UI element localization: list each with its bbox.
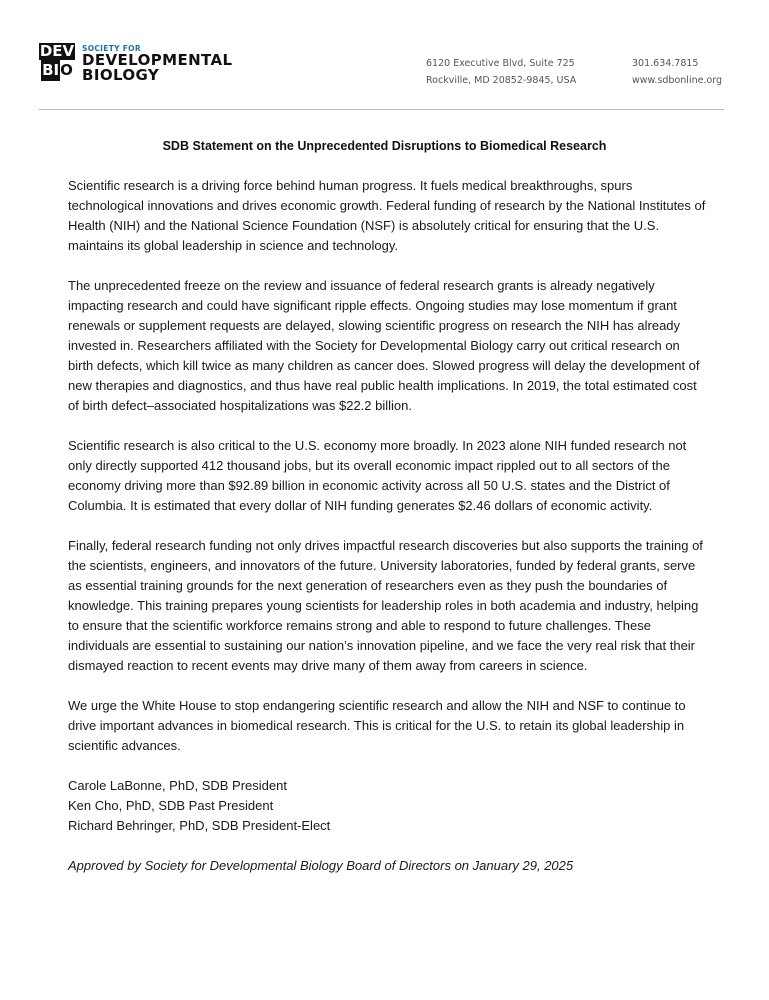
signatory-past-president: Ken Cho, PhD, SDB Past President [68,798,274,813]
org-website: www.sdbonline.org [632,75,723,86]
paragraph-4: Finally, federal research funding not only drives impactful research discoveries but also supports the training of the scientists, engineers, and innovators of the future. University laboratories, funded by federal grants, serve as essential training grounds for the next generation of researchers even as they push the boundaries of knowledge. This training prepares young scientists for leadership roles in both academia and industry, helping to ensure that the scientific workforce remains strong and able to respond to future challenges. These individuals are essential to sustaining our nation’s innovation pipeline, and we face the very real risk that their dismayed reaction to recent events may drive many of them away from careers in science. [68,538,703,673]
signatory-president-elect: Richard Behringer, PhD, SDB President-Elect [68,818,331,833]
statement-title: SDB Statement on the Unprecedented Disruptions to Biomedical Research [162,139,607,153]
paragraph-2: The unprecedented freeze on the review and issuance of federal research grants is already negatively impacting research and could have significant ripple effects. Ongoing studies may lose momentum if grant renewals or supplement requests are delayed, slowing scientific progress on research the NIH has already invested in. Researchers affiliated with the Society for Developmental Biology carry out critical research on birth defects, which kill twice as many children as cancer does. Slowed progress will delay the development of new therapies and diagnostics, and thus have real public health implications. In 2019, the total estimated cost of birth defect–associated hospitalizations was $22.2 billion. [68,278,700,413]
paragraph-5: We urge the White House to stop endangering scientific research and allow the NIH and NSF to continue to drive important advances in biomedical research. This is critical for the U.S. to retain its global leadership in scientific advances. [68,698,686,753]
paragraph-1: Scientific research is a driving force behind human progress. It fuels medical breakthroughs, spurs technological innovations and drives economic growth. Federal funding of research by the National Institutes of Health (NIH) and the National Science Foundation (NSF) is absolutely critical for ensuring that the U.S. maintains its global leadership in science and technology. [68,178,706,253]
logo-o-text: O [60,61,73,79]
logo-bio-text [39,60,75,81]
org-name-small: SOCIETY FOR [82,44,141,53]
org-name [82,44,232,83]
org-name-line2: BIOLOGY [82,66,160,84]
org-contact [632,55,722,89]
signatories [68,776,708,836]
org-phone: 301.634.7815 [632,58,699,69]
signatory-president: Carole LaBonne, PhD, SDB President [68,778,287,793]
paragraph-3: Scientific research is also critical to the U.S. economy more broadly. In 2023 alone NIH funded research not only directly supported 412 thousand jobs, but its overall economic impact rippled out to all sectors of the economy driving more than $92.89 billion in economic activity across all 50 U.S. states and the District of Columbia. It is estimated that every dollar of NIH funding generates $2.46 dollars of economic activity. [68,438,687,513]
approval-note: Approved by Society for Developmental Biology Board of Directors on January 29, 2025 [68,858,574,873]
logo-bi-text: BI [42,61,60,79]
address-line1: 6120 Executive Blvd, Suite 725 [426,58,575,69]
org-name-line1: DEVELOPMENTAL [82,51,233,69]
letterhead [39,43,729,93]
statement-body [68,176,708,896]
logo-dev-text: DEV [39,42,75,60]
address-line2: Rockville, MD 20852-9845, USA [426,75,577,86]
header-divider [39,109,724,110]
org-address [426,55,576,89]
sdb-logo [39,43,75,81]
